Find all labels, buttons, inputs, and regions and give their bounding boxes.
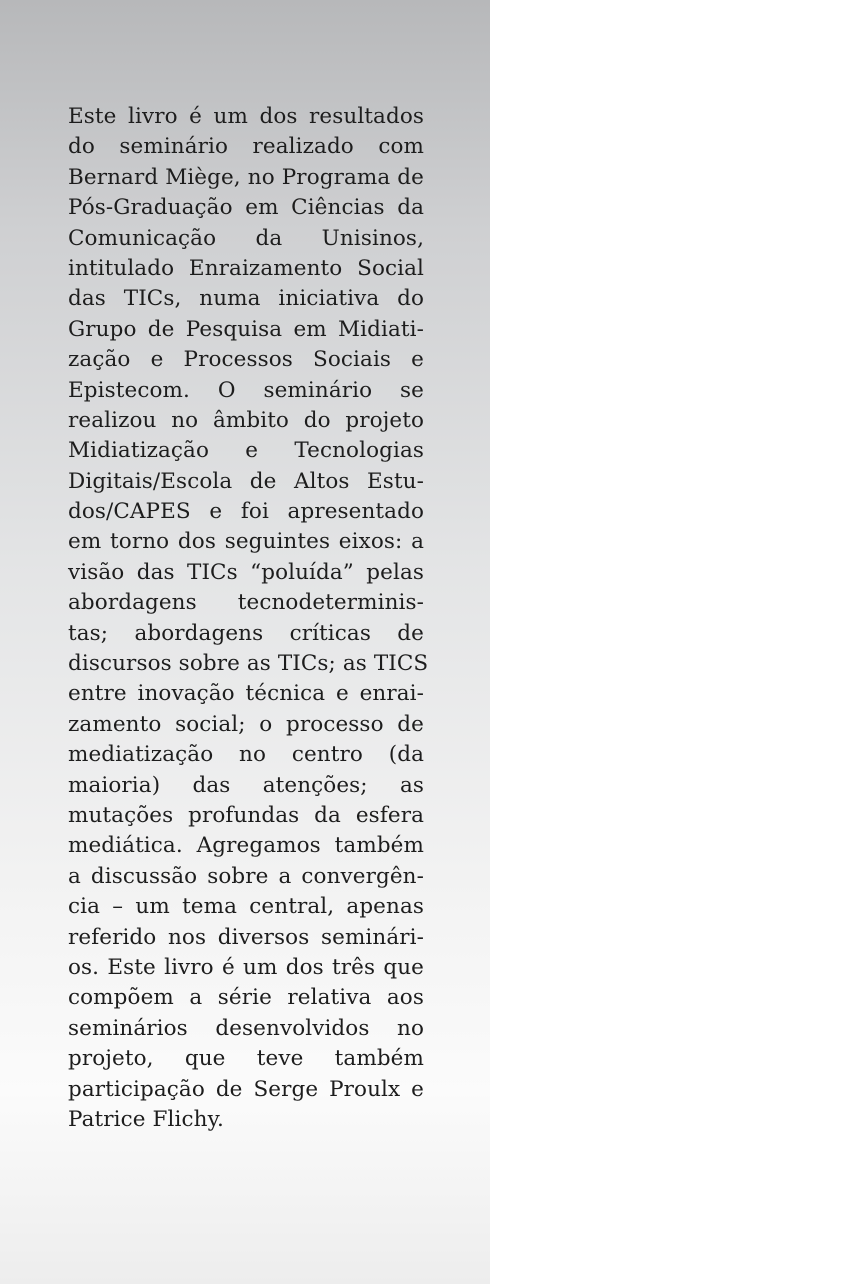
blurb-line: Digitais/Escola de Altos Estu- (68, 468, 424, 494)
blurb-line: entre inovação técnica e enrai- (68, 681, 424, 707)
blank-white-area (490, 0, 856, 1284)
blurb-line: discursos sobre as TICs; as TICS (68, 651, 429, 677)
blurb-line: realizou no âmbito do projeto (68, 407, 424, 433)
blurb-line: Este livro é um dos resultados (68, 104, 424, 129)
blurb-line: a discussão sobre a convergên- (68, 863, 424, 889)
blurb-line: em torno dos seguintes eixos: a (68, 529, 424, 555)
blurb-line: Midiatização e Tecnologias (68, 438, 424, 464)
blurb-line: maioria) das atenções; as (68, 772, 424, 798)
blurb-line: visão das TICs “poluída” pelas (68, 559, 424, 585)
blurb-line: tas; abordagens críticas de (68, 620, 424, 646)
blurb-line: seminários desenvolvidos no (68, 1015, 424, 1041)
blurb-line: do seminário realizado com (68, 134, 424, 160)
blurb-line: os. Este livro é um dos três que (68, 954, 424, 980)
blurb-line: projeto, que teve também (68, 1046, 424, 1072)
blurb-line: referido nos diversos seminári- (68, 924, 424, 950)
blurb-line: Comunicação da Unisinos, (68, 225, 424, 251)
blurb-line: zação e Processos Sociais e (68, 347, 424, 373)
blurb-line: Grupo de Pesquisa em Midiati- (68, 316, 424, 342)
blurb-line: dos/CAPES e foi apresentado (68, 499, 424, 525)
blurb-line: compõem a série relativa aos (68, 985, 424, 1011)
blurb-line: das TICs, numa iniciativa do (68, 286, 424, 312)
blurb-line: intitulado Enraizamento Social (68, 255, 424, 281)
blurb-line: cia – um tema central, apenas (68, 894, 424, 920)
back-cover-blurb (68, 102, 429, 1135)
blurb-line: zamento social; o processo de (68, 711, 424, 737)
blurb-line: mutações profundas da esfera (68, 802, 424, 828)
blurb-line: Epistecom. O seminário se (68, 377, 424, 403)
blurb-line: Pós-Graduação em Ciências da (68, 195, 424, 221)
blurb-line: Bernard Miège, no Programa de (68, 164, 424, 190)
blurb-line: mediática. Agregamos também (68, 833, 424, 859)
blurb-line: Patrice Flichy. (68, 1106, 224, 1132)
blurb-line: abordagens tecnodeterminis- (68, 590, 424, 616)
blurb-line: mediatização no centro (da (68, 742, 424, 768)
blurb-line: participação de Serge Proulx e (68, 1076, 424, 1102)
